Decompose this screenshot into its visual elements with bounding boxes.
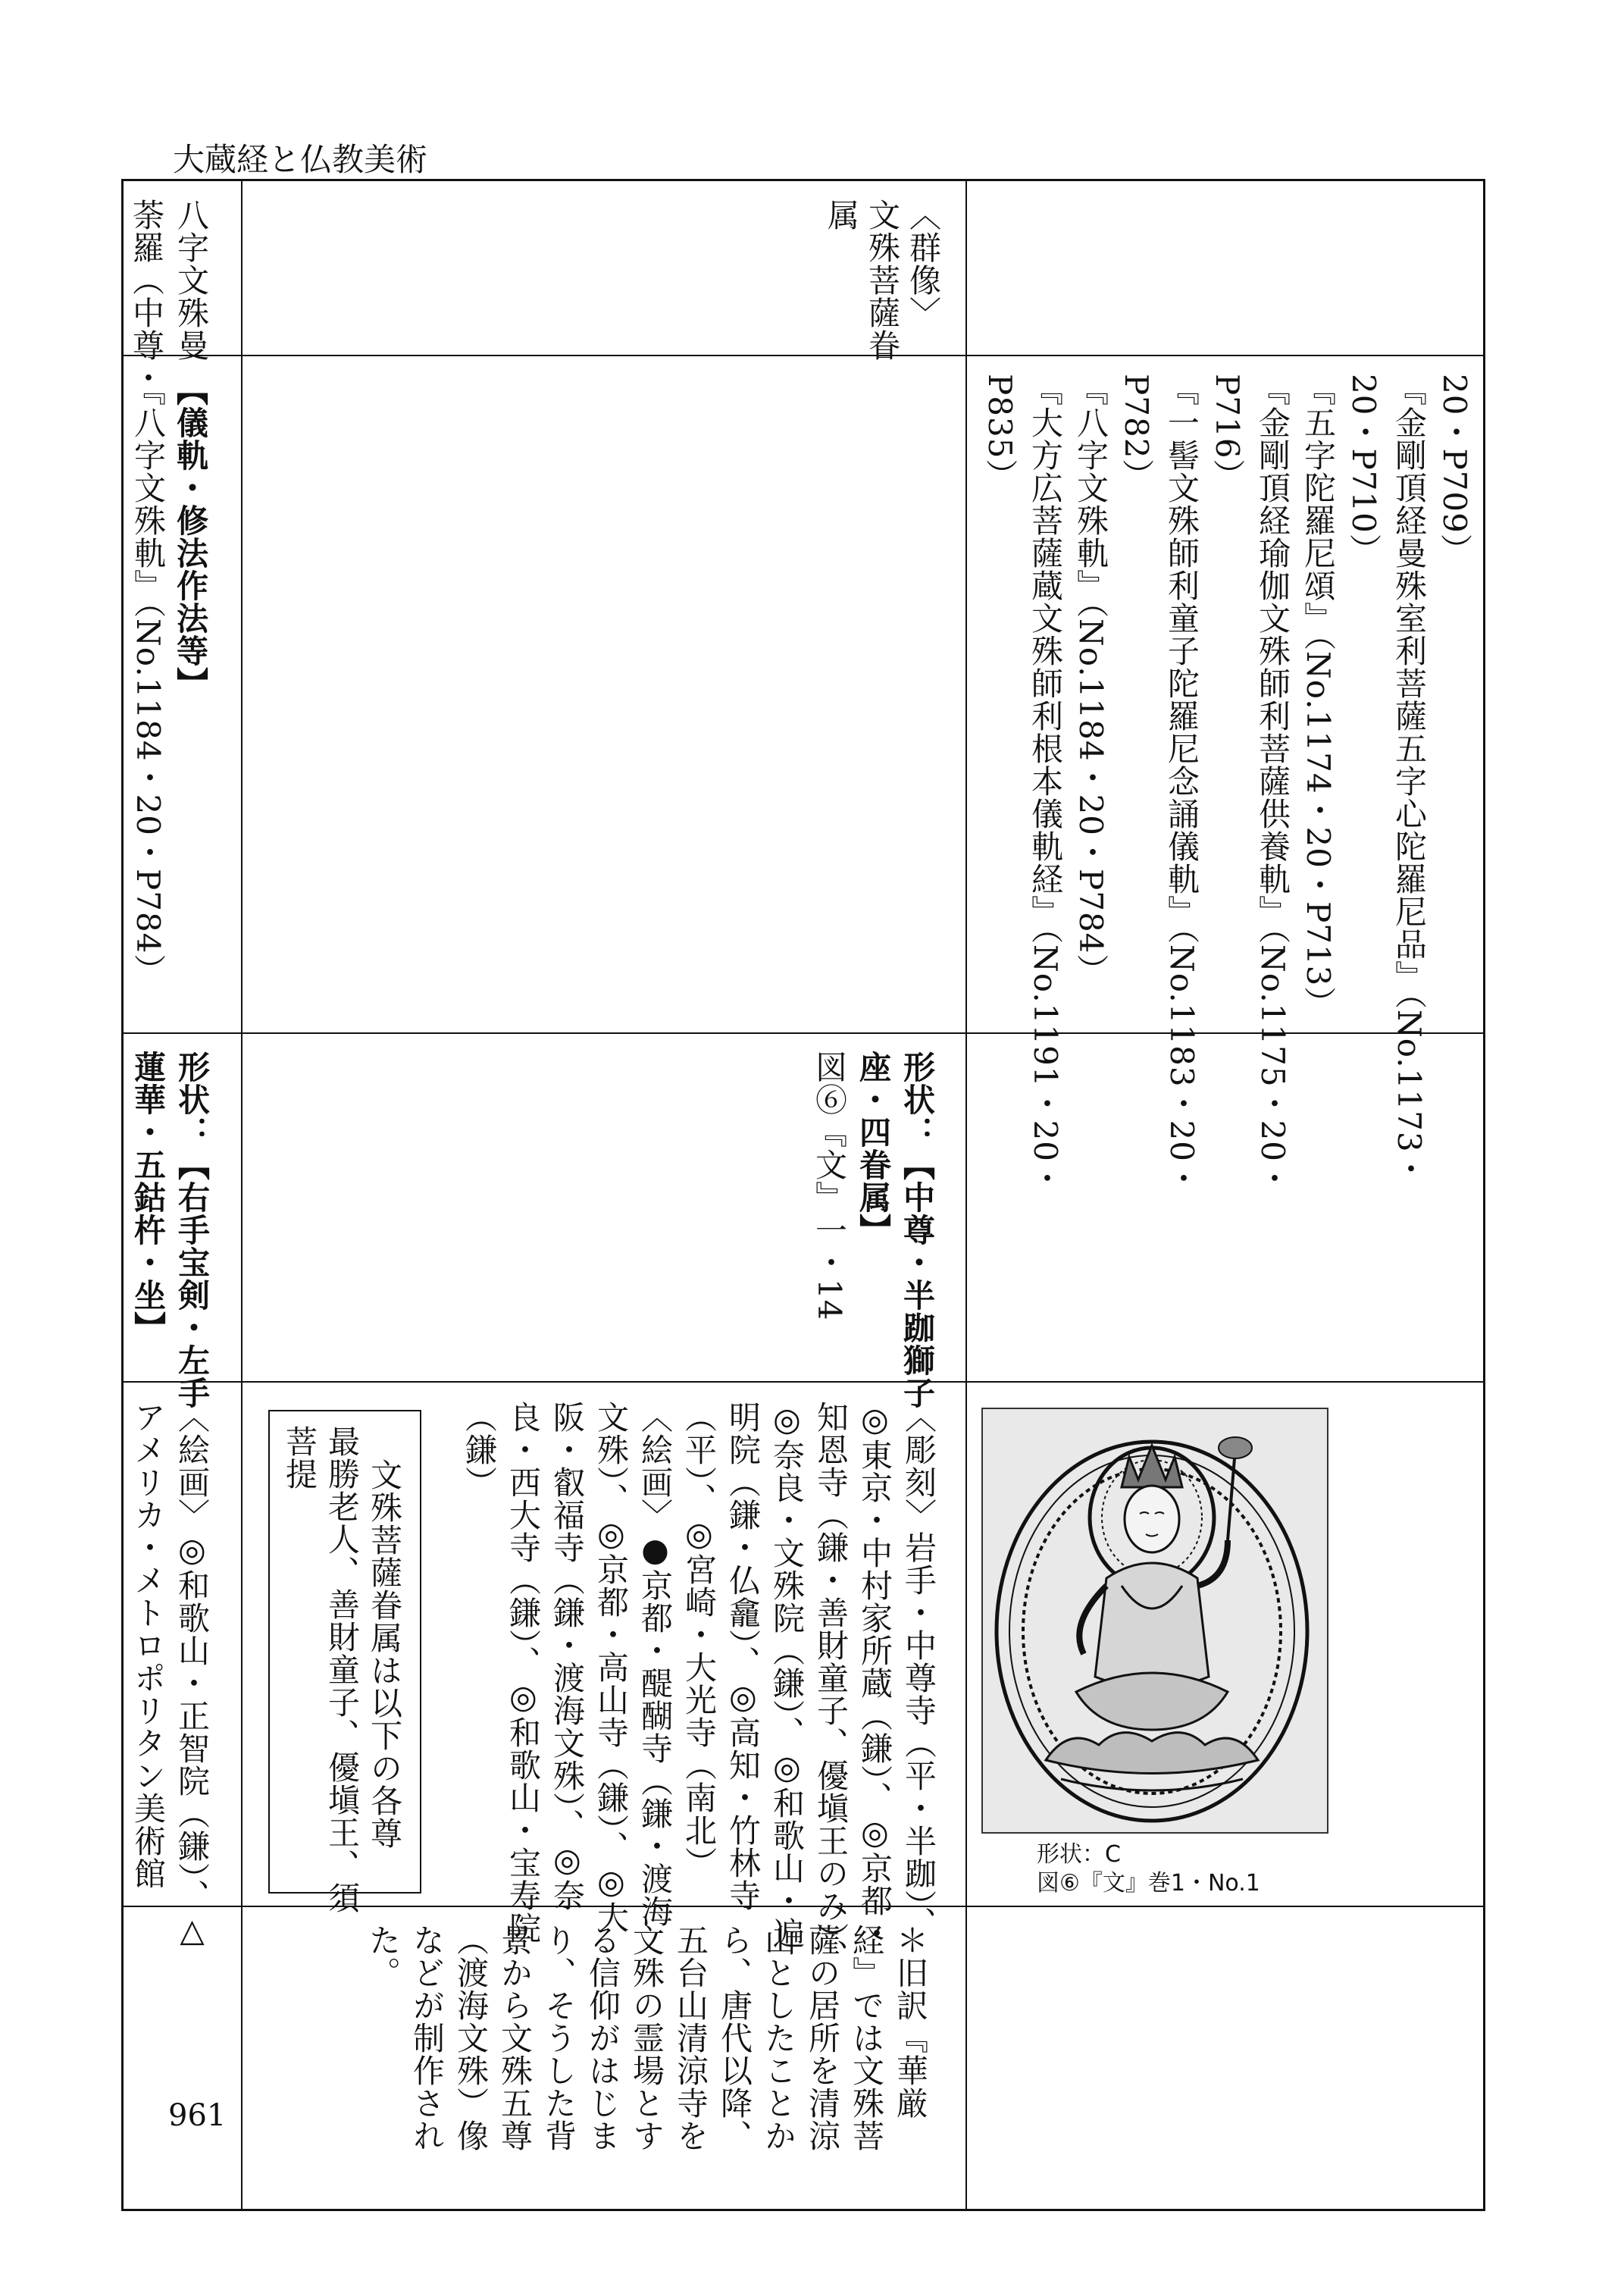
r2-col-a-line-2: 『八字文殊軌』（No.1184・20・P784） <box>130 374 167 987</box>
r4-col-c-line-3: 知恩寺（鎌・善財童子、優塡王のみ）、 <box>812 1401 850 1972</box>
r2-col-d-line-3: 20・P710） <box>1345 374 1382 566</box>
r1-col-c-line-2: 文殊菩薩眷 <box>864 199 901 362</box>
r5-note-line-12: などが制作され <box>408 1924 446 2152</box>
r2-col-a-heading: 【儀軌・修法作法等】 <box>172 374 209 700</box>
r3-col-a-line-2: 蓮華・五鈷杵・坐】 <box>130 1051 167 1344</box>
r4-col-c-line-8: 文殊）、◎京都・高山寺（鎌）、◎大 <box>593 1401 630 1934</box>
figure-caption-ref: 図⑥『文』巻1・No.1 <box>1037 1870 1260 1897</box>
r1-col-c-line-1: 〈群像〉 <box>905 199 942 329</box>
r5-note-line-13: た。 <box>365 1924 402 1989</box>
r5-note-line-6: 五台山清涼寺を <box>672 1924 709 2152</box>
manjusri-figure <box>978 1404 1332 1837</box>
r4-col-c-line-5: 明院（鎌・仏龕）、◎高知・竹林寺 <box>724 1401 762 1912</box>
r4-col-c-line-4: ◎奈良・文殊院（鎌）、◎和歌山・遍 <box>768 1401 806 1950</box>
r2-col-d-line-2: 『金剛頂経曼殊室利菩薩五字心陀羅尼品』（No.1173・ <box>1391 374 1428 1186</box>
running-header: 大蔵経と仏教美術 <box>173 141 428 178</box>
bottom-rule <box>121 2209 1485 2211</box>
r4-col-c-line-6: （平）、◎宮崎・大光寺（南北） <box>681 1401 718 1879</box>
inset-note-box <box>268 1410 421 1914</box>
r4-col-c-line-10: 良・西大寺（鎌）、◎和歌山・宝寿院 <box>505 1401 542 1944</box>
r5-note-line-3: 薩の居所を清涼 <box>804 1924 841 2152</box>
r1-col-a-line-1: 八字文殊曼 <box>173 199 210 362</box>
r2-col-d-line-5: 『金剛頂経瑜伽文殊師利菩薩供養軌』（No.1175・20・ <box>1254 374 1291 1195</box>
top-rule <box>121 179 1485 181</box>
r2-col-d-line-1: 20・P709） <box>1436 374 1473 566</box>
r4-col-c-line-11: （鎌） <box>461 1401 498 1499</box>
r5-note-line-2: 経』では文殊菩 <box>848 1924 885 2152</box>
row-divider-3 <box>121 1381 1485 1383</box>
r4-col-a-line-1: 〈絵画〉◎和歌山・正智院（鎌）、△ <box>174 1401 211 1950</box>
r4-col-c-line-7: 〈絵画〉●京都・醍醐寺（鎌・渡海 <box>637 1401 674 1928</box>
r2-col-d-line-9: 『八字文殊軌』（No.1184・20・P784） <box>1072 374 1109 987</box>
r4-col-c-line-9: 阪・叡福寺（鎌・渡海文殊）、◎奈 <box>549 1401 586 1912</box>
inset-line-2: 最勝老人、善財童子、優塡王、須 <box>324 1425 361 1914</box>
r4-col-c-line-2: ◎東京・中村家所蔵（鎌）、◎京都・ <box>856 1401 893 1950</box>
r2-col-d-line-10: 『大方広菩薩蔵文殊師利根本儀軌経』（No.1191・20・ <box>1027 374 1064 1195</box>
r2-col-d-line-6: P716） <box>1209 374 1246 492</box>
r3-col-a-line-1: 形状：【右手宝剣・左手 <box>174 1051 211 1409</box>
r2-col-d-line-8: P782） <box>1118 374 1155 492</box>
r1-col-a-line-2: 荼羅（中尊・ <box>128 199 165 394</box>
r5-note-line-9: り、そうした背 <box>540 1924 577 2152</box>
r5-note-line-4: 山としたことか <box>760 1924 797 2152</box>
r4-col-c-line-1: 〈彫刻〉岩手・中尊寺（平・半跏）、 <box>900 1401 937 1939</box>
inset-line-1: 文殊菩薩眷属は以下の各尊 <box>366 1458 403 1850</box>
r5-note-line-8: る信仰がはじま <box>584 1924 621 2152</box>
page-number: 961 <box>168 2098 227 2133</box>
r3-col-c-line-2: 座・四眷属】 <box>855 1051 892 1246</box>
r5-note-line-5: ら、唐代以降、 <box>716 1924 753 2152</box>
inset-line-3: 菩提 <box>281 1425 318 1490</box>
r5-note-line-11: （渡海文殊）像 <box>452 1924 490 2152</box>
figure-caption-shape: 形状：C <box>1037 1841 1121 1868</box>
r3-col-c-line-1: 形状：【中尊・半跏獅子 <box>899 1051 936 1409</box>
r3-col-c-line-3: 図⑥『文』一・14 <box>811 1051 848 1321</box>
r5-note-line-7: 文殊の霊場とす <box>628 1924 665 2152</box>
col-divider-1 <box>241 179 243 2210</box>
r4-col-a-line-2: アメリカ・メトロポリタン美術館 <box>130 1401 167 1890</box>
manjusri-illustration <box>978 1404 1332 1837</box>
col-divider-2 <box>965 179 967 2210</box>
r2-col-d-line-4: 『五字陀羅尼頌』（No.1174・20・P713） <box>1300 374 1337 1020</box>
r2-col-d-line-7: 『一髻文殊師利童子陀羅尼念誦儀軌』（No.1183・20・ <box>1163 374 1200 1195</box>
r1-col-c-line-3: 属 <box>823 199 860 231</box>
row-divider-1 <box>121 355 1485 356</box>
r5-note-line-1: ＊旧訳『華厳 <box>892 1924 929 2119</box>
r2-col-d-line-11: P835） <box>981 374 1019 492</box>
r5-note-line-10: 景から文殊五尊 <box>496 1924 534 2152</box>
